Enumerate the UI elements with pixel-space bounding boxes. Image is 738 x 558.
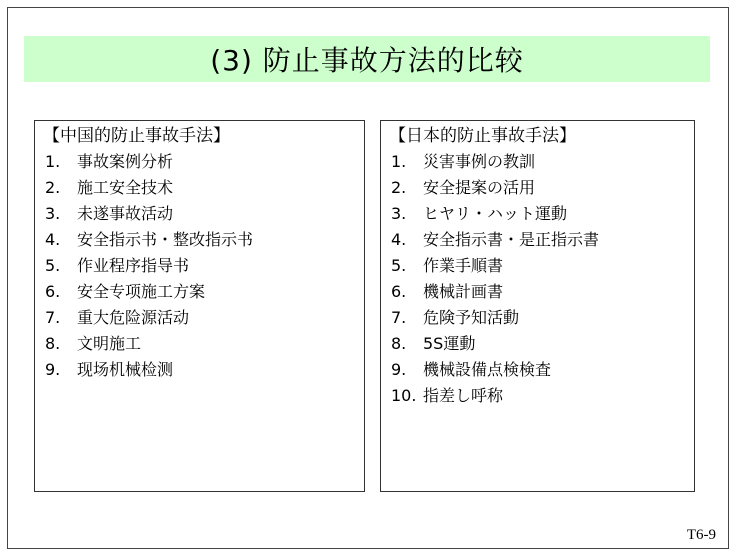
page-code: T6-9 bbox=[686, 527, 716, 543]
item-text: 重大危险源活动 bbox=[77, 308, 190, 327]
item-number: 2. bbox=[45, 178, 61, 197]
item-text: 安全指示书・整改指示书 bbox=[77, 230, 254, 249]
china-methods-panel bbox=[34, 120, 365, 492]
list-item bbox=[381, 305, 694, 331]
item-number: 1. bbox=[45, 152, 61, 171]
list-item bbox=[35, 201, 364, 227]
item-text: 災害事例の教訓 bbox=[423, 152, 536, 171]
list-item bbox=[35, 149, 364, 175]
item-number: 7. bbox=[391, 308, 407, 327]
list-item bbox=[381, 383, 694, 409]
item-text: 安全专项施工方案 bbox=[77, 282, 206, 301]
japan-methods-panel bbox=[380, 120, 695, 492]
item-text: 未遂事故活动 bbox=[77, 204, 174, 223]
list-item bbox=[35, 305, 364, 331]
item-number: 8. bbox=[391, 334, 407, 353]
item-number: 3. bbox=[391, 204, 407, 223]
item-text: 安全指示書・是正指示書 bbox=[423, 230, 600, 249]
item-number: 3. bbox=[45, 204, 61, 223]
item-number: 2. bbox=[391, 178, 407, 197]
item-number: 1. bbox=[391, 152, 407, 171]
list-item bbox=[381, 279, 694, 305]
list-item bbox=[35, 357, 364, 383]
item-text: 危険予知活動 bbox=[423, 308, 520, 327]
list-item bbox=[35, 279, 364, 305]
item-number: 5. bbox=[391, 256, 407, 275]
item-text: 機械設備点検検査 bbox=[423, 360, 552, 379]
item-text: ヒヤリ・ハット運動 bbox=[423, 204, 568, 223]
item-text: 施工安全技术 bbox=[77, 178, 174, 197]
item-text: 作業手順書 bbox=[423, 256, 504, 275]
item-number: 7. bbox=[45, 308, 61, 327]
list-item bbox=[381, 175, 694, 201]
list-item bbox=[35, 175, 364, 201]
item-number: 4. bbox=[45, 230, 61, 249]
list-item bbox=[381, 201, 694, 227]
item-text: 作业程序指导书 bbox=[77, 256, 190, 275]
page-title: (3) 防止事故方法的比较 bbox=[210, 44, 524, 77]
item-number: 6. bbox=[45, 282, 61, 301]
item-number: 10. bbox=[391, 386, 417, 405]
item-text: 现场机械检测 bbox=[77, 360, 174, 379]
china-methods-header: 【中国的防止事故手法】 bbox=[43, 126, 230, 146]
item-text: 安全提案の活用 bbox=[423, 178, 536, 197]
item-number: 6. bbox=[391, 282, 407, 301]
list-item bbox=[381, 253, 694, 279]
list-item bbox=[35, 227, 364, 253]
item-number: 5. bbox=[45, 256, 61, 275]
japan-methods-header: 【日本的防止事故手法】 bbox=[389, 126, 576, 146]
item-text: 指差し呼称 bbox=[423, 386, 504, 405]
item-number: 4. bbox=[391, 230, 407, 249]
item-text: 5S運動 bbox=[423, 334, 476, 353]
item-number: 9. bbox=[391, 360, 407, 379]
list-item bbox=[381, 331, 694, 357]
list-item bbox=[381, 149, 694, 175]
item-text: 文明施工 bbox=[77, 334, 142, 353]
list-item bbox=[35, 331, 364, 357]
japan-methods-list bbox=[381, 149, 694, 409]
item-text: 機械計画書 bbox=[423, 282, 504, 301]
list-item bbox=[381, 357, 694, 383]
list-item bbox=[381, 227, 694, 253]
item-number: 8. bbox=[45, 334, 61, 353]
list-item bbox=[35, 253, 364, 279]
item-number: 9. bbox=[45, 360, 61, 379]
item-text: 事故案例分析 bbox=[77, 152, 174, 171]
china-methods-list bbox=[35, 149, 364, 383]
title-bar bbox=[24, 36, 710, 82]
